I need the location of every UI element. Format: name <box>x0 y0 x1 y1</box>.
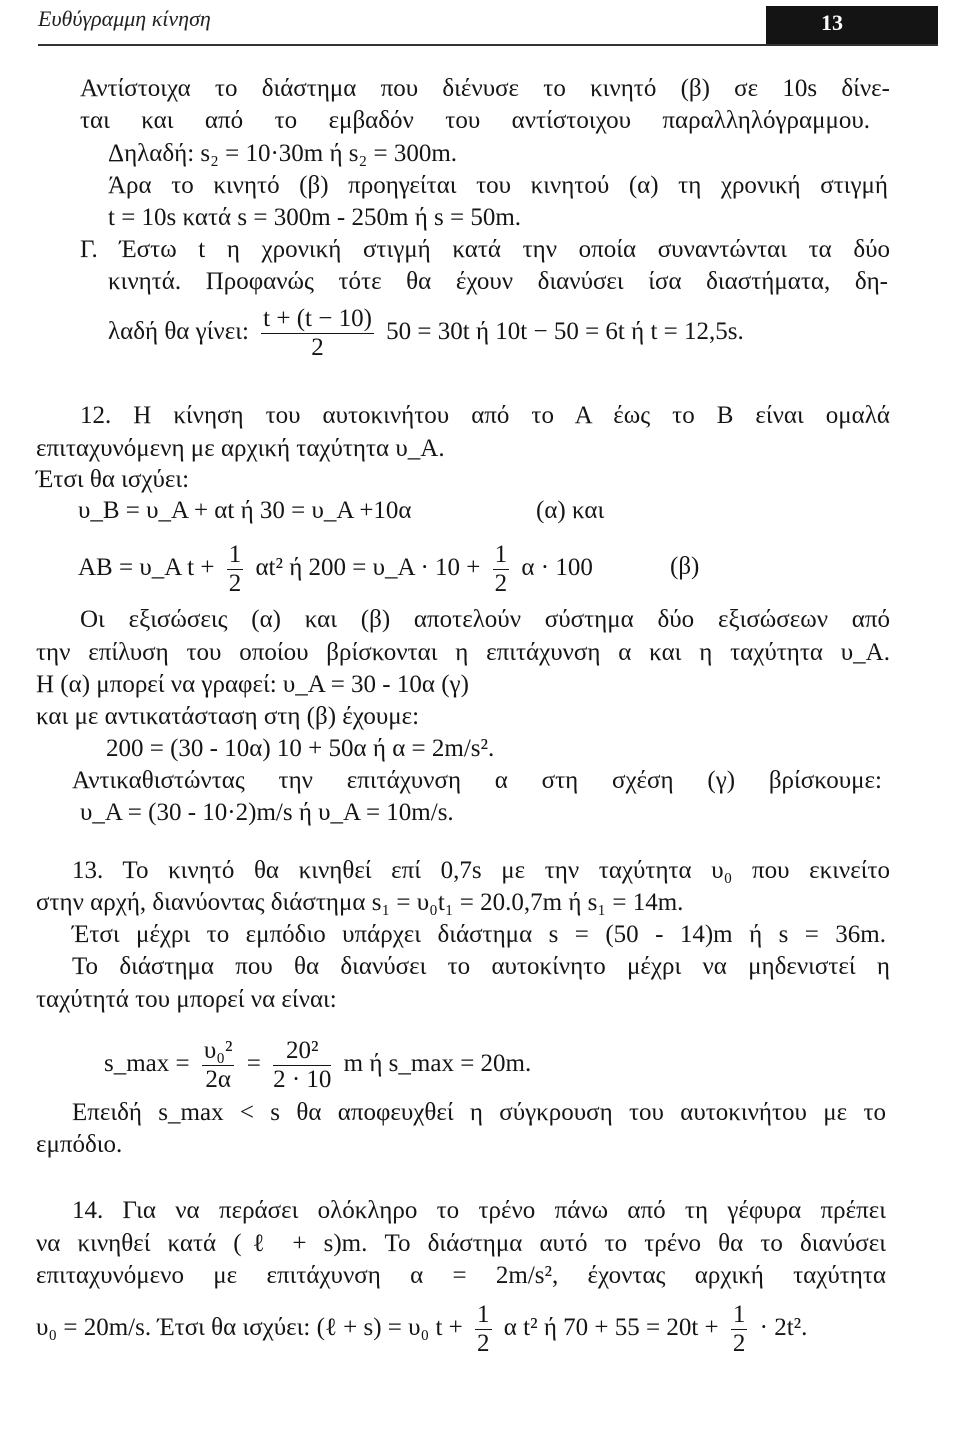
fraction-denominator: 2 <box>494 569 508 597</box>
fraction-numerator: t + (t − 10) <box>263 304 372 332</box>
equation-line <box>108 304 744 360</box>
fraction-denominator: 2 <box>311 333 324 361</box>
fraction-denominator: 2α <box>205 1065 231 1093</box>
equation-text: · 2t². <box>759 1314 808 1341</box>
text-line: εμπόδιο. <box>36 1131 123 1158</box>
equation-text: λαδή θα γίνει: <box>108 318 249 345</box>
text-line: Άρα το κινητό (β) προηγείται του κινητού (α) τη χρονική στιγμή <box>108 172 888 199</box>
fraction-numerator: 1 <box>732 1300 746 1328</box>
equation-line: υ_B = υ_A + αt ή 30 = υ_A +10α <box>78 497 412 524</box>
fraction <box>731 1300 748 1357</box>
fraction-numerator: 1 <box>228 540 242 568</box>
text-line: 12. Η κίνηση του αυτοκινήτου από το Α έως το Β είναι ομαλά <box>80 402 890 429</box>
text-line: Οι εξισώσεις (α) και (β) αποτελούν σύστημα δύο εξισώσεων από <box>80 606 890 633</box>
fraction-denominator: 2 <box>477 1329 490 1357</box>
equation-line <box>78 540 593 596</box>
page-number: 13 <box>821 10 843 35</box>
text-line: ται και από το εμβαδόν του αντίστοιχου παραλληλόγραμμου. <box>80 107 870 134</box>
fraction-numerator: 20² <box>273 1039 331 1066</box>
section-title: Ευθύγραμμη κίνηση <box>38 6 211 31</box>
equation-text: m ή s_max = 20m. <box>343 1050 532 1077</box>
text-line: Αντικαθιστώντας την επιτάχυνση α στη σχέση (γ) βρίσκουμε: <box>72 767 882 794</box>
equation-line <box>36 1300 807 1356</box>
equation-text: α t² ή 70 + 55 = 20t + <box>503 1314 719 1341</box>
equation-tag: (α) και <box>536 497 605 524</box>
text-line: να κινηθεί κατά (ℓ + s)m. Το διάστημα αυτό το τρένο θα το διανύσει <box>36 1230 886 1257</box>
fraction-denominator: 2 <box>228 569 242 597</box>
fraction <box>493 540 510 597</box>
equation-line <box>104 1036 531 1092</box>
text-line: Η (α) μπορεί να γραφεί: υ_A = 30 - 10α (γ) <box>36 671 469 698</box>
text-line: και με αντικατάσταση στη (β) έχουμε: <box>36 703 420 730</box>
fraction-numerator: 1 <box>477 1300 490 1328</box>
fraction <box>261 304 374 361</box>
equation-text: αt² ή 200 = υ_A · 10 + <box>255 554 481 581</box>
equation-text: α · 100 <box>521 554 593 581</box>
text-line: επιταχυνόμενη με αρχική ταχύτητα υ_A. <box>36 435 445 462</box>
header-rule <box>38 44 938 46</box>
text-line: 14. Για να περάσει ολόκληρο το τρένο πάνω από τη γέφυρα πρέπει <box>72 1197 886 1224</box>
text-line: Αντίστοιχα το διάστημα που διένυσε το κινητό (β) σε 10s δίνε- <box>80 75 890 102</box>
equation-tag: (β) <box>670 553 700 580</box>
text-line: επιταχυνόμενο με επιτάχυνση α = 2m/s², έχοντας αρχική ταχύτητα <box>36 1262 886 1289</box>
fraction <box>202 1036 235 1093</box>
text-line: την επίλυση του οποίου βρίσκονται η επιτάχυνση α και η ταχύτητα υ_A. <box>36 639 890 666</box>
text-line: Έτσι θα ισχύει: <box>36 466 190 493</box>
text-line: κινητά. Προφανώς τότε θα έχουν διανύσει ίσα διαστήματα, δη- <box>108 268 888 295</box>
fraction <box>227 540 244 597</box>
fraction-denominator: 2 · 10 <box>273 1065 332 1093</box>
fraction <box>273 1036 332 1093</box>
equation-line: υ_A = (30 - 10·2)m/s ή υ_A = 10m/s. <box>80 799 454 826</box>
fraction-denominator: 2 <box>732 1329 746 1357</box>
text-line: ταχύτητά του μπορεί να είναι: <box>36 986 337 1013</box>
text-line: Το διάστημα που θα διανύσει το αυτοκίνητο μέχρι να μηδενιστεί η <box>72 953 890 980</box>
fraction <box>475 1300 492 1357</box>
equation-line: 200 = (30 - 10α) 10 + 50α ή α = 2m/s². <box>106 735 495 762</box>
fraction-numerator: 1 <box>494 540 508 568</box>
equation-text: s_max = <box>104 1050 190 1077</box>
fraction-numerator: υ₀² <box>203 1036 233 1064</box>
equals-sign: = <box>246 1050 261 1077</box>
equation-text: υ₀ = 20m/s. Έτσι θα ισχύει: (ℓ + s) = υ₀ t + <box>36 1314 463 1341</box>
text-line: Επειδή s_max < s θα αποφευχθεί η σύγκρουση του αυτοκινήτου με το <box>72 1099 886 1126</box>
text-line: Έτσι μέχρι το εμπόδιο υπάρχει διάστημα s = (50 - 14)m ή s = 36m. <box>72 921 886 948</box>
text-line: 13. Το κινητό θα κινηθεί επί 0,7s με την ταχύτητα υ₀ που εκινείτο <box>72 857 890 884</box>
text-line: Γ. Έστω t η χρονική στιγμή κατά την οποία συναντώνται τα δύο <box>80 236 890 263</box>
text-line: t = 10s κατά s = 300m - 250m ή s = 50m. <box>108 204 522 231</box>
equation-text: AB = υ_A t + <box>78 554 215 581</box>
text-line: Δηλαδή: s₂ = 10·30m ή s₂ = 300m. <box>108 140 458 167</box>
text-line: στην αρχή, διανύοντας διάστημα s₁ = υ₀t₁ = 20.0,7m ή s₁ = 14m. <box>36 889 684 916</box>
equation-text: 50 = 30t ή 10t − 50 = 6t ή t = 12,5s. <box>386 318 744 345</box>
